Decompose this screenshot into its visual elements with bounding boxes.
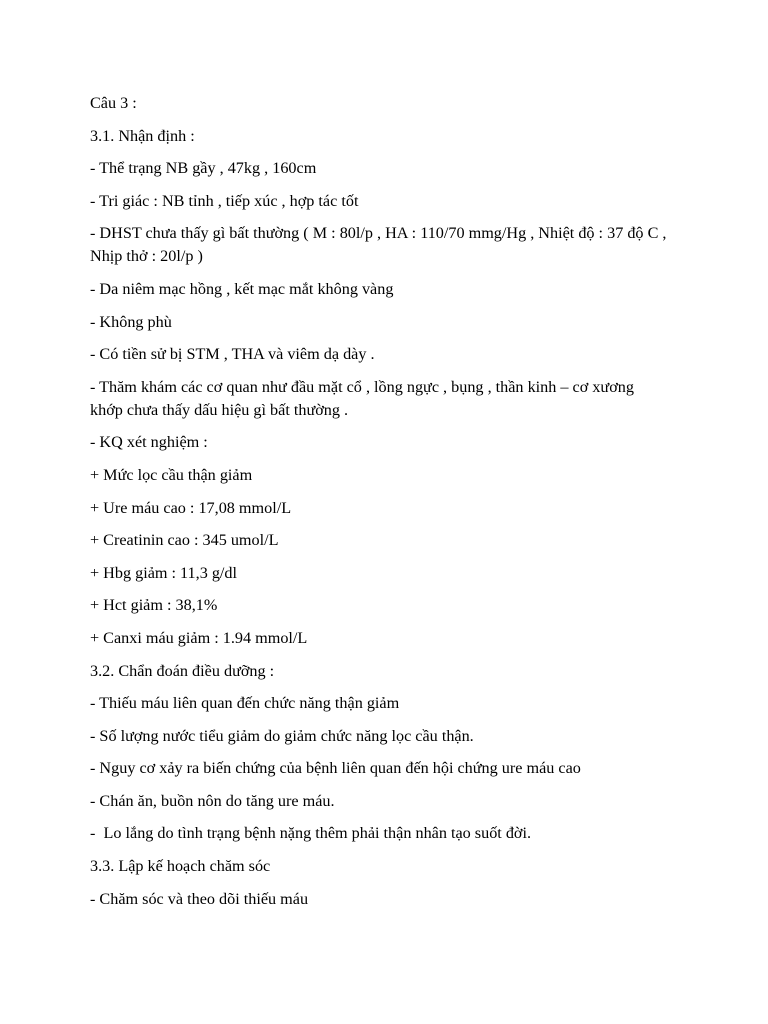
section-heading-assessment: 3.1. Nhận định : xyxy=(90,126,195,145)
diagnosis-item: - Lo lắng do tình trạng bệnh nặng thêm phải thận nhân tạo suốt đời. xyxy=(90,824,532,843)
lab-results-heading: - KQ xét nghiệm : xyxy=(90,433,208,452)
assessment-item: - DHST chưa thấy gì bất thường ( M : 80l/p , HA : 110/70 mmg/Hg , Nhiệt độ : 37 độ C , Nhịp thở : 20l/p ) xyxy=(90,224,671,266)
assessment-item: - Có tiền sử bị STM , THA và viêm dạ dày . xyxy=(90,345,375,364)
assessment-item: - Không phù xyxy=(90,312,172,331)
diagnosis-item: - Số lượng nước tiểu giảm do giảm chức năng lọc cầu thận. xyxy=(90,726,474,745)
assessment-item: - Thể trạng NB gầy , 47kg , 160cm xyxy=(90,159,317,178)
diagnosis-item: - Chán ăn, buồn nôn do tăng ure máu. xyxy=(90,791,335,810)
lab-result-item: + Hbg giảm : 11,3 g/dl xyxy=(90,563,238,582)
section-heading-care-plan: 3.3. Lập kế hoạch chăm sóc xyxy=(90,857,271,876)
question-heading: Câu 3 : xyxy=(90,94,137,112)
diagnosis-item: - Nguy cơ xảy ra biến chứng của bệnh liên quan đến hội chứng ure máu cao xyxy=(90,759,581,778)
lab-result-item: + Ure máu cao : 17,08 mmol/L xyxy=(90,498,292,517)
diagnosis-item: - Thiếu máu liên quan đến chức năng thận giảm xyxy=(90,694,400,713)
lab-result-item: + Creatinin cao : 345 umol/L xyxy=(90,531,279,550)
assessment-item: - Da niêm mạc hồng , kết mạc mắt không vàng xyxy=(90,279,394,298)
assessment-item: - Tri giác : NB tỉnh , tiếp xúc , hợp tác tốt xyxy=(90,191,359,210)
lab-result-item: + Mức lọc cầu thận giảm xyxy=(90,465,253,484)
lab-result-item: + Canxi máu giảm : 1.94 mmol/L xyxy=(90,628,308,647)
lab-result-item: + Hct giảm : 38,1% xyxy=(90,596,218,615)
care-plan-item: - Chăm sóc và theo dõi thiếu máu xyxy=(90,889,309,908)
section-heading-diagnosis: 3.2. Chẩn đoán điều dưỡng : xyxy=(90,661,275,680)
assessment-item: - Thăm khám các cơ quan như đầu mặt cổ , lồng ngực , bụng , thần kinh – cơ xương khớp chưa thấy dấu hiệu gì bất thường . xyxy=(90,377,638,419)
document-page xyxy=(90,92,670,920)
